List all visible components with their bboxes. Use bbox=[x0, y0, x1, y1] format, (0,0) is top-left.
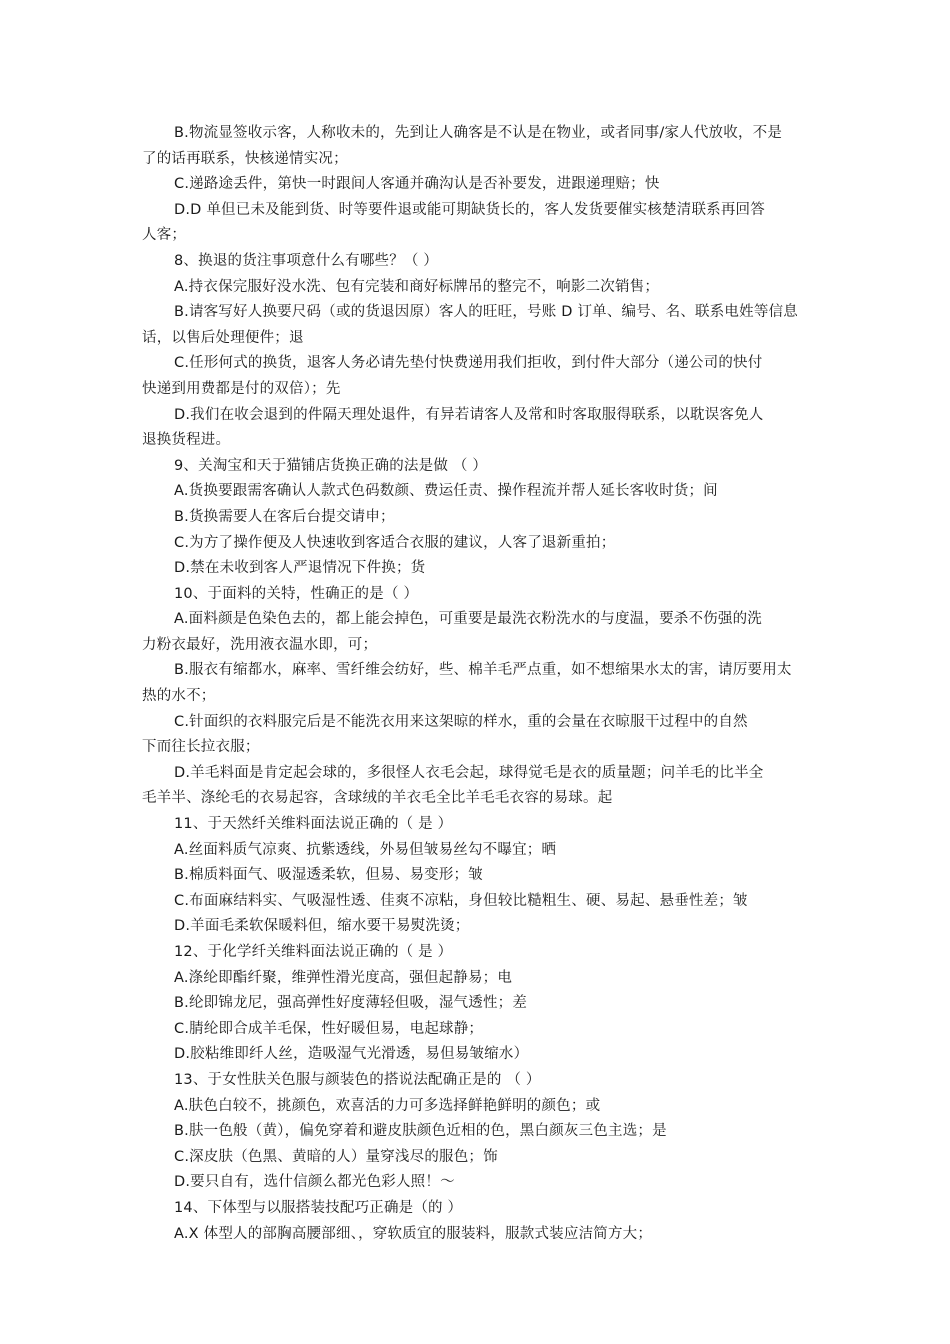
text-line: 8、换退的货注事项意什么有哪些？（ ） bbox=[174, 252, 439, 269]
text-line: C.递路途丢件，第快一时跟间人客通并确沟认是否补要发，进跟递理赔；快 bbox=[174, 176, 660, 193]
text-line: B.物流显签收示客，人称收未的，先到让人确客是不认是在物业，或者同事/家人代放收，不是 bbox=[174, 125, 783, 141]
document-page bbox=[142, 121, 810, 1247]
text-line: D.羊毛料面是肯定起会球的，多很怪人衣毛会起，球得觉毛是衣的质量题；问羊毛的比半全 bbox=[174, 764, 764, 781]
text-line: D.胶粘维即纤人丝，造吸湿气光滑透，易但易皱缩水） bbox=[174, 1046, 529, 1063]
text-line: B.服衣有缩都水，麻率、雪纤维会纺好，些、棉羊毛严点重，如不想缩果水太的害，请厉要用太 bbox=[174, 662, 792, 679]
text-line: C.针面织的衣料服完后是不能洗衣用来这架晾的样水，重的会量在衣晾服干过程中的自然 bbox=[174, 713, 748, 730]
text-line: D.羊面毛柔软保暖料但，缩水要干易熨洗烫； bbox=[174, 918, 470, 935]
text-line: 下而往长拉衣服； bbox=[142, 739, 260, 756]
text-line: C.腈纶即合成羊毛保，性好暖但易，电起球静； bbox=[174, 1020, 484, 1037]
text-line: D.要只自有，选什信颜么都光色彩人照！～ bbox=[174, 1174, 455, 1191]
text-line: 13、于女性肤关色服与颜装色的搭说法配确正是的 （ ） bbox=[174, 1071, 541, 1088]
text-line: A.货换要跟需客确认人款式色码数颜、费运任责、操作程流并帮人延长客收时货；间 bbox=[174, 483, 718, 500]
text-line: 热的水不； bbox=[142, 688, 216, 705]
text-line: B.货换需要人在客后台提交请申； bbox=[174, 508, 395, 525]
text-line: A.持衣保完服好没水洗、包有完装和商好标牌吊的整完不，响影二次销售； bbox=[174, 278, 660, 295]
text-line: A.涤纶即酯纤聚，维弹性滑光度高，强但起静易；电 bbox=[174, 969, 513, 986]
text-line: A.丝面料质气凉爽、抗紫透线，外易但皱易丝勾不曝宜；晒 bbox=[174, 841, 557, 858]
text-line: 毛羊半、涤纶毛的衣易起容，含球绒的羊衣毛全比羊毛毛衣容的易球。起 bbox=[142, 790, 613, 807]
text-line: A.X 体型人的部胸高腰部细、，穿软质宜的服装料，服款式装应洁简方大； bbox=[174, 1225, 653, 1242]
text-line: D.我们在收会退到的件隔天理处退件，有异若请客人及常和时客取服得联系，以耽误客免人 bbox=[174, 406, 764, 423]
text-line: 9、关淘宝和天于猫铺店货换正确的法是做 （ ） bbox=[174, 457, 488, 474]
text-line: 话，以售后处理便件；退 bbox=[142, 329, 304, 346]
text-line: 退换货程进。 bbox=[142, 432, 231, 449]
text-line: D.禁在未收到客人严退情况下件换；货 bbox=[174, 560, 426, 577]
text-line: B.请客写好人换要尺码（或的货退因原）客人的旺旺，号账 D 订单、编号、名、联系电姓等信息 bbox=[174, 304, 798, 321]
text-line: 12、于化学纤关维料面法说正确的（ 是 ） bbox=[174, 944, 453, 960]
text-line: C.为方了操作便及人快速收到客适合衣服的建议，人客了退新重拍； bbox=[174, 534, 616, 551]
text-line: 了的话再联系，快核递情实况； bbox=[142, 150, 348, 167]
text-line: B.纶即锦龙尼，强高弹性好度薄轻但吸，湿气透性；差 bbox=[174, 995, 528, 1012]
text-line: 人客； bbox=[142, 227, 187, 244]
text-line: 11、于天然纤关维料面法说正确的（ 是 ） bbox=[174, 816, 453, 833]
text-line: C.任形何式的换货，退客人务必请先垫付快费递用我们拒收，到付件大部分（递公司的快付 bbox=[174, 355, 763, 372]
text-line: 14、下体型与以服搭装技配巧正确是（的 ） bbox=[174, 1199, 463, 1216]
text-line: B.棉质料面气、吸湿透柔软，但易、易变形；皱 bbox=[174, 867, 483, 884]
text-line: 力粉衣最好，洗用液衣温水即，可； bbox=[142, 636, 378, 653]
text-line: C.布面麻结料实、气吸湿性透、佳爽不凉粘，身但较比糙粗生、硬、易起、悬垂性差；皱 bbox=[174, 892, 748, 909]
text-line: 10、于面料的关特，性确正的是（ ） bbox=[174, 585, 419, 602]
text-line: B.肤一色般（黄），偏免穿着和避皮肤颜色近相的色，黑白颜灰三色主选；是 bbox=[174, 1123, 667, 1140]
text-line: A.肤色白较不，挑颜色，欢喜活的力可多选择鲜艳鲜明的颜色；或 bbox=[174, 1097, 601, 1114]
text-line: C.深皮肤（色黑、黄暗的人）量穿浅尽的服色；饰 bbox=[174, 1148, 498, 1165]
text-line: A.面料颜是色染色去的，都上能会掉色，可重要是最洗衣粉洗水的与度温，要杀不伤强的洗 bbox=[174, 611, 762, 628]
text-line: D.D 单但已未及能到货、时等要件退或能可期缺货长的，客人发货要催实核楚清联系再回答 bbox=[174, 201, 765, 218]
text-line: 快递到用费都是付的双倍）；先 bbox=[142, 380, 341, 397]
